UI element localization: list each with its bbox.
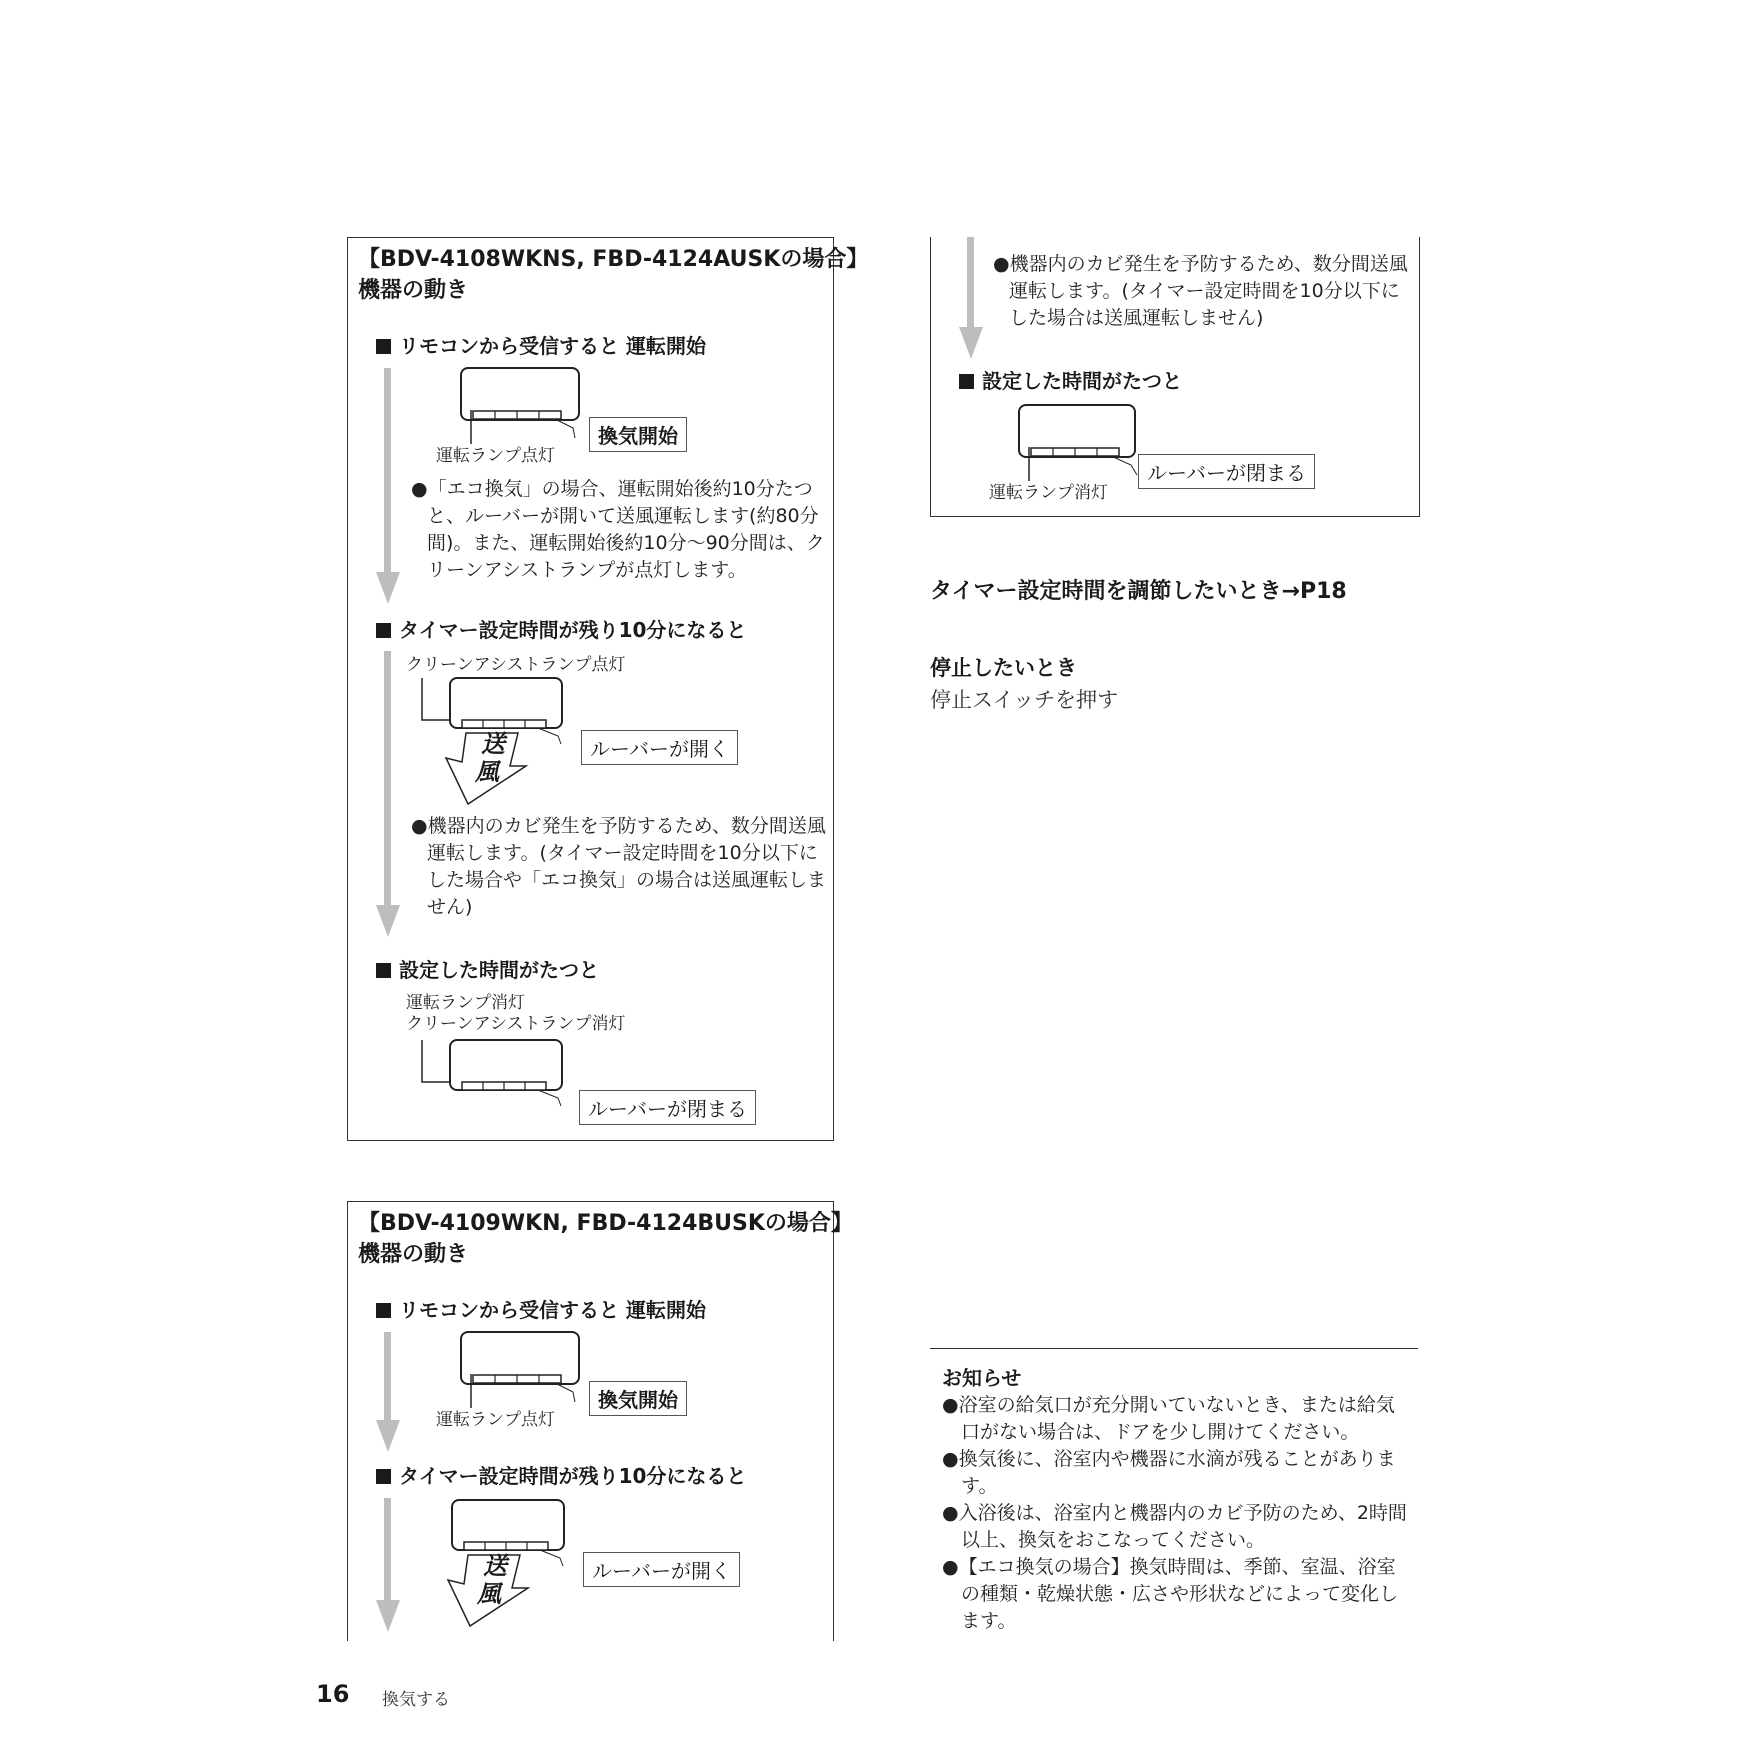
notice-divider — [930, 1348, 1418, 1349]
callout-louver-open: ルーバーが開く — [583, 1552, 740, 1587]
square-bullet-icon — [376, 1469, 391, 1484]
notice-item: ●【エコ換気の場合】換気時間は、季節、室温、浴室の種類・乾燥状態・広さや形状などによって変化します。 — [942, 1556, 1399, 1632]
panel-4109 — [347, 1201, 853, 1641]
timer-adjust-link[interactable]: タイマー設定時間を調節したいとき→P18 — [930, 579, 1347, 604]
callout-louver-close: ルーバーが閉まる — [579, 1090, 756, 1125]
notice-item: ●入浴後は、浴室内と機器内のカビ予防のため、2時間以上、換気をおこなってください。 — [942, 1502, 1407, 1551]
square-bullet-icon — [959, 374, 974, 389]
notice-heading: お知らせ — [942, 1366, 1022, 1390]
callout-ventilation-start: 換気開始 — [589, 417, 687, 452]
step-remote-start: リモコンから受信すると 運転開始 — [376, 1294, 706, 1323]
notice-list — [942, 1392, 1412, 1635]
note-mold: ●機器内のカビ発生を予防するため、数分間送風運転します。(タイマー設定時間を10分以下にした場合は送風運転しません) — [993, 253, 1408, 329]
lamp-label: 運転ランプ点灯 — [436, 446, 555, 466]
square-bullet-icon — [376, 963, 391, 978]
flow-arrow — [956, 237, 986, 367]
notice-item: ●換気後に、浴室内や機器に水滴が残ることがあります。 — [942, 1448, 1396, 1497]
step-timer-10min: タイマー設定時間が残り10分になると — [376, 614, 746, 643]
square-bullet-icon — [376, 339, 391, 354]
lamp-off-label: 運転ランプ消灯 — [406, 993, 525, 1013]
lamp-off-label: 運転ランプ消灯 — [989, 483, 1108, 503]
panel-title: 【BDV-4108WKNS, FBD-4124AUSKの場合】 — [358, 247, 869, 272]
panel-subtitle: 機器の動き — [358, 278, 469, 303]
panel-continuation — [930, 237, 1420, 517]
flow-arrow-2 — [373, 651, 403, 941]
note-eco: ●「エコ換気」の場合、運転開始後約10分たつと、ルーバーが開いて送風運転します(約80分間)。また、運転開始後約10分〜90分間は、クリーンアシストランプが点灯します。 — [411, 478, 825, 581]
step-timer-10min: タイマー設定時間が残り10分になると — [376, 1460, 746, 1489]
step-time-elapsed: 設定した時間がたつと — [959, 365, 1182, 394]
page-number: 16 — [316, 1680, 350, 1708]
callout-louver-close: ルーバーが閉まる — [1138, 454, 1315, 489]
airflow-label: 送 風 — [475, 730, 505, 786]
flow-arrow-2 — [373, 1498, 403, 1638]
square-bullet-icon — [376, 1303, 391, 1318]
square-bullet-icon — [376, 623, 391, 638]
callout-louver-open: ルーバーが開く — [581, 730, 738, 765]
clean-assist-lamp-label: クリーンアシストランプ点灯 — [406, 655, 626, 675]
section-label: 換気する — [382, 1690, 450, 1710]
note-mold: ●機器内のカビ発生を予防するため、数分間送風運転します。(タイマー設定時間を10分以下にした場合や「エコ換気」の場合は送風運転しません) — [411, 815, 827, 918]
flow-arrow-1 — [373, 1332, 403, 1462]
lamp-label: 運転ランプ点灯 — [436, 1410, 555, 1430]
panel-4108 — [347, 237, 869, 1141]
step-remote-start: リモコンから受信すると 運転開始 — [376, 330, 706, 359]
clean-assist-off-label: クリーンアシストランプ消灯 — [406, 1014, 626, 1034]
panel-subtitle: 機器の動き — [358, 1242, 469, 1267]
panel-title: 【BDV-4109WKN, FBD-4124BUSKの場合】 — [358, 1211, 853, 1236]
notice-item: ●浴室の給気口が充分開いていないとき、または給気口がない場合は、ドアを少し開けてください。 — [942, 1394, 1395, 1443]
step-time-elapsed: 設定した時間がたつと — [376, 954, 599, 983]
stop-text: 停止スイッチを押す — [930, 688, 1119, 712]
callout-ventilation-start: 換気開始 — [589, 1381, 687, 1416]
airflow-label: 送 風 — [477, 1552, 507, 1608]
stop-heading: 停止したいとき — [930, 656, 1077, 680]
flow-arrow-1 — [373, 368, 403, 608]
